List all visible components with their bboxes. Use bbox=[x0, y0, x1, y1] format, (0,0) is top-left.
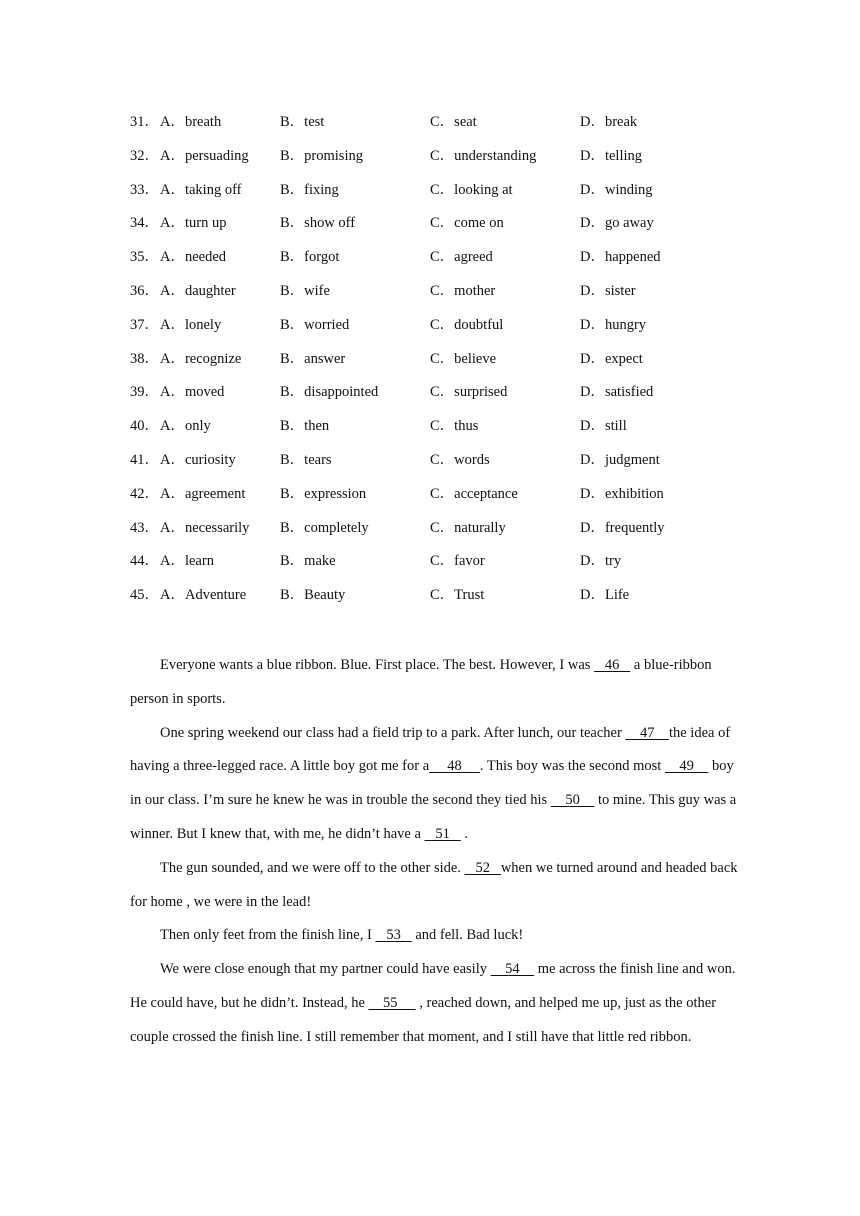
blank-55: 55 bbox=[368, 994, 416, 1011]
question-row-39 bbox=[130, 380, 750, 414]
question-row-36 bbox=[130, 279, 750, 313]
option-c: C．looking at bbox=[430, 181, 513, 198]
option-b: B．tears bbox=[280, 451, 332, 468]
option-a: A．daughter bbox=[160, 282, 236, 299]
option-b: B．wife bbox=[280, 282, 330, 299]
option-b: B．worried bbox=[280, 316, 350, 333]
passage-paragraph-1 bbox=[130, 649, 740, 717]
question-row-42 bbox=[130, 482, 750, 516]
question-number: 36． bbox=[130, 282, 159, 299]
option-c: C．seat bbox=[430, 114, 477, 130]
blank-49: 49 bbox=[664, 758, 709, 775]
option-c: C．agreed bbox=[430, 249, 493, 266]
option-a: A．moved bbox=[160, 384, 225, 401]
question-row-43 bbox=[130, 516, 750, 550]
option-c: C．favor bbox=[430, 553, 485, 570]
question-number: 32． bbox=[130, 147, 159, 164]
question-row-33 bbox=[130, 178, 750, 212]
option-d: D．exhibition bbox=[580, 485, 664, 502]
passage-text: when we turned around and headed back for home , we were in the lead! bbox=[130, 859, 738, 910]
question-number: 45． bbox=[130, 587, 159, 604]
option-a: A．taking off bbox=[160, 181, 242, 198]
question-number: 31． bbox=[130, 114, 159, 130]
cloze-passage bbox=[130, 649, 740, 1055]
option-a: A．lonely bbox=[160, 316, 222, 333]
question-number: 40． bbox=[130, 418, 159, 435]
option-b: B．expression bbox=[280, 485, 367, 502]
passage-text: , reached down, and helped me up, just as the other couple crossed the finish line. I still remember that moment, and I still have that little red ribbon. bbox=[130, 994, 717, 1045]
option-d: D．hungry bbox=[580, 316, 647, 333]
option-b: B．Beauty bbox=[280, 587, 346, 604]
blank-47: 47 bbox=[625, 724, 669, 741]
option-c: C．acceptance bbox=[430, 485, 518, 502]
option-b: B．then bbox=[280, 418, 330, 435]
option-b: B．answer bbox=[280, 350, 346, 367]
option-b: B．test bbox=[280, 114, 325, 130]
option-c: C．mother bbox=[430, 282, 496, 299]
option-d: D．go away bbox=[580, 215, 654, 232]
option-a: A．only bbox=[160, 418, 211, 435]
option-d: D．try bbox=[580, 553, 622, 570]
option-d: D．Life bbox=[580, 587, 630, 604]
option-d: D．satisfied bbox=[580, 384, 654, 401]
option-c: C．surprised bbox=[430, 384, 508, 401]
option-c: C．thus bbox=[430, 418, 479, 435]
passage-text: and fell. Bad luck! bbox=[411, 927, 524, 944]
question-number: 34． bbox=[130, 215, 159, 232]
option-c: C．doubtful bbox=[430, 316, 504, 333]
option-d: D．winding bbox=[580, 181, 653, 198]
blank-51: 51 bbox=[424, 825, 461, 842]
passage-text: boy in our class. I’m sure he knew he was in trouble the second they tied his bbox=[130, 758, 734, 809]
option-d: D．break bbox=[580, 114, 638, 130]
option-d: D．telling bbox=[580, 147, 643, 164]
question-number: 42． bbox=[130, 485, 159, 502]
option-a: A．breath bbox=[160, 114, 222, 130]
blank-54: 54 bbox=[490, 961, 535, 978]
option-a: A．agreement bbox=[160, 485, 246, 502]
option-a: A．turn up bbox=[160, 215, 227, 232]
option-b: B．disappointed bbox=[280, 384, 379, 401]
option-d: D．frequently bbox=[580, 519, 665, 536]
option-d: D．still bbox=[580, 418, 627, 435]
option-d: D．sister bbox=[580, 282, 636, 299]
option-a: A．recognize bbox=[160, 350, 242, 367]
option-d: D．expect bbox=[580, 350, 643, 367]
passage-text: The gun sounded, and we were off to the other side. bbox=[160, 859, 465, 876]
option-a: A．learn bbox=[160, 553, 214, 570]
option-c: C．believe bbox=[430, 350, 497, 367]
question-row-41 bbox=[130, 448, 750, 482]
option-b: B．fixing bbox=[280, 181, 339, 198]
option-a: A．curiosity bbox=[160, 451, 236, 468]
option-c: C．Trust bbox=[430, 587, 485, 604]
blank-50: 50 bbox=[550, 792, 595, 809]
option-d: D．judgment bbox=[580, 451, 660, 468]
question-number: 44． bbox=[130, 553, 159, 570]
option-c: C．naturally bbox=[430, 519, 506, 536]
passage-text: a blue-ribbon person in sports. bbox=[130, 657, 712, 707]
option-a: A．persuading bbox=[160, 147, 249, 164]
passage-paragraph-5 bbox=[130, 953, 740, 1054]
question-number: 33． bbox=[130, 181, 159, 198]
passage-text: Everyone wants a blue ribbon. Blue. First place. The best. However, I was bbox=[160, 657, 595, 673]
blank-46: 46 bbox=[594, 657, 631, 673]
option-a: A．needed bbox=[160, 249, 227, 266]
question-row-31 bbox=[130, 110, 750, 144]
option-a: A．necessarily bbox=[160, 519, 250, 536]
question-row-45 bbox=[130, 583, 750, 617]
passage-paragraph-3 bbox=[130, 852, 740, 920]
question-number: 35． bbox=[130, 249, 159, 266]
question-number: 38． bbox=[130, 350, 159, 367]
passage-paragraph-4 bbox=[130, 919, 740, 953]
passage-paragraph-2 bbox=[130, 717, 740, 852]
option-a: A．Adventure bbox=[160, 587, 247, 604]
answer-options-list bbox=[130, 110, 750, 617]
question-row-38 bbox=[130, 347, 750, 381]
passage-text: Then only feet from the finish line, I bbox=[160, 927, 376, 944]
blank-48: 48 bbox=[429, 758, 480, 775]
option-c: C．words bbox=[430, 451, 490, 468]
passage-text: . This boy was the second most bbox=[479, 758, 665, 775]
option-c: C．come on bbox=[430, 215, 504, 232]
question-number: 39． bbox=[130, 384, 159, 401]
option-c: C．understanding bbox=[430, 147, 537, 164]
question-row-34 bbox=[130, 211, 750, 245]
question-number: 43． bbox=[130, 519, 159, 536]
passage-text: to mine. This guy was a winner. But I knew that, with me, he didn’t have a bbox=[130, 792, 737, 842]
question-number: 37． bbox=[130, 316, 159, 333]
passage-text: . bbox=[460, 825, 469, 842]
option-b: B．completely bbox=[280, 519, 369, 536]
blank-53: 53 bbox=[375, 927, 412, 944]
option-b: B．make bbox=[280, 553, 336, 570]
passage-text: the idea of having a three-legged race. A little boy got me for a bbox=[130, 724, 731, 775]
question-row-35 bbox=[130, 245, 750, 279]
question-row-37 bbox=[130, 313, 750, 347]
option-b: B．show off bbox=[280, 215, 356, 232]
question-row-32 bbox=[130, 144, 750, 178]
blank-52: 52 bbox=[464, 859, 501, 876]
option-b: B．forgot bbox=[280, 249, 340, 266]
passage-text: me across the finish line and won. He could have, but he didn’t. Instead, he bbox=[130, 961, 736, 1011]
option-b: B．promising bbox=[280, 147, 363, 164]
question-row-44 bbox=[130, 549, 750, 583]
passage-text: We were close enough that my partner could have easily bbox=[160, 961, 491, 978]
question-number: 41． bbox=[130, 451, 159, 468]
option-d: D．happened bbox=[580, 249, 661, 266]
question-row-40 bbox=[130, 414, 750, 448]
passage-text: One spring weekend our class had a field trip to a park. After lunch, our teacher bbox=[160, 724, 626, 741]
